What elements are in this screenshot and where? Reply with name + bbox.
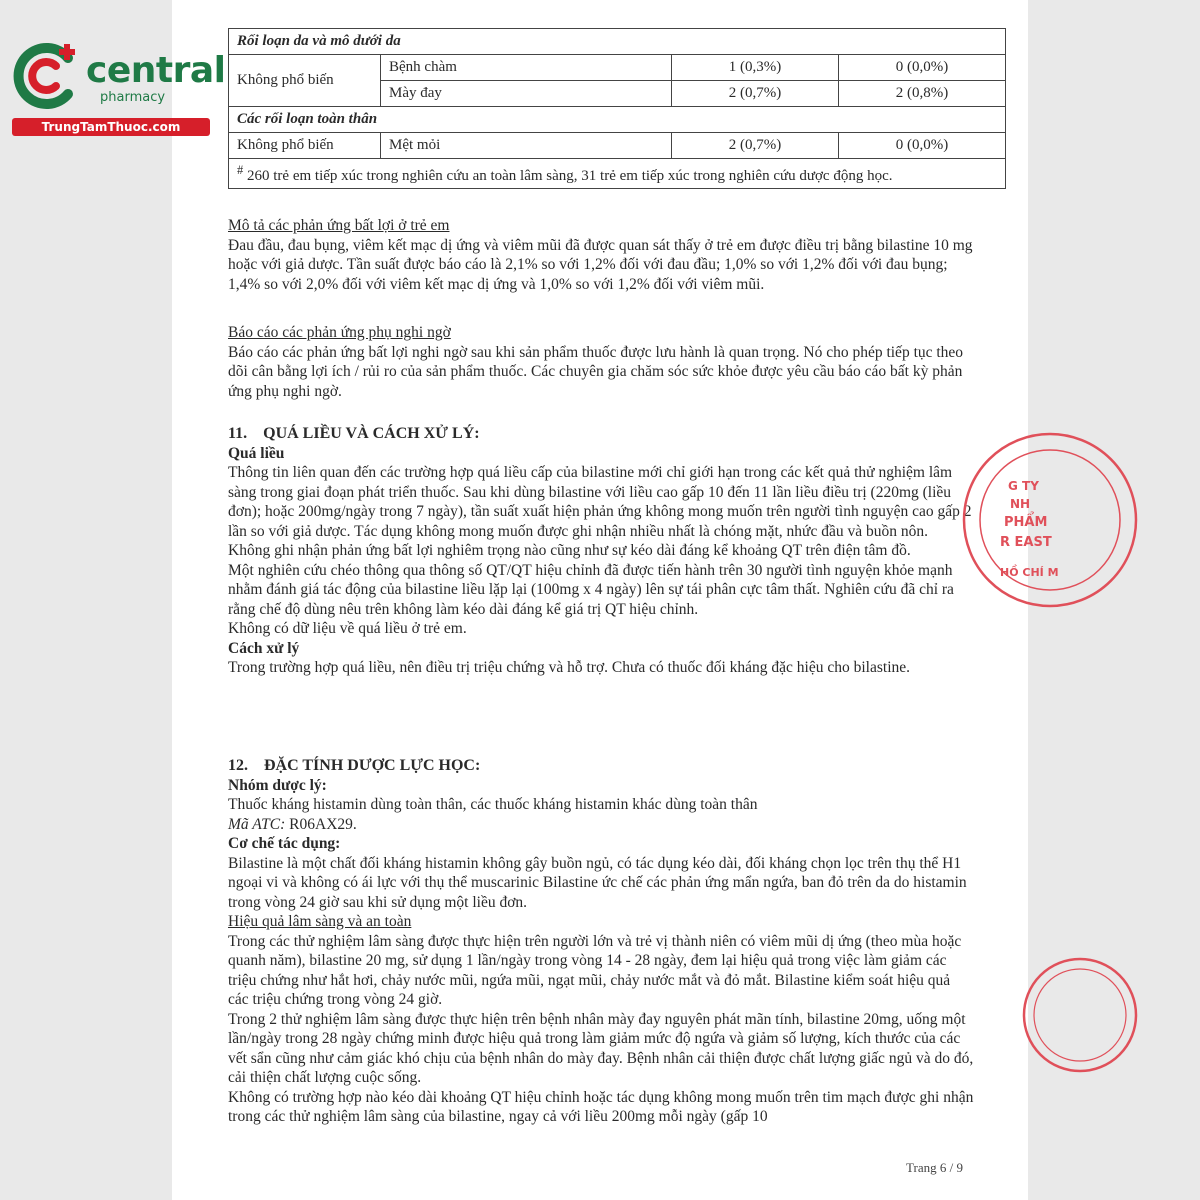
section-general: Các rối loạn toàn thân	[229, 107, 1006, 133]
value-cell: 0 (0,0%)	[839, 55, 1006, 81]
adverse-event-cell: Mày đay	[381, 81, 672, 107]
overdose-paragraph-3: Không có dữ liệu về quá liều ở trẻ em.	[228, 620, 467, 637]
report-paragraph: Báo cáo các phản ứng bất lợi nghi ngờ sau khi sản phẩm thuốc được lưu hành là quan trọng. Nó cho phép tiếp tục theo dõi cân bằng lợi ích / rủi ro của sản phẩm thuốc. Các chuyên gia chăm sóc sức khỏe được yêu cầu báo cáo bất kỳ phản ứng phụ nghi ngờ.	[228, 343, 964, 400]
page-number: Trang 6 / 9	[906, 1160, 963, 1175]
value-cell: 1 (0,3%)	[672, 55, 839, 81]
table-footnote	[229, 159, 1006, 189]
page-margin-right	[1028, 0, 1200, 1200]
company-stamp	[960, 430, 1059, 610]
frequency-cell: Không phổ biến	[229, 133, 381, 159]
frequency-cell: Không phổ biến	[229, 55, 381, 107]
table-footnote-row	[229, 159, 1006, 189]
section-11	[228, 424, 974, 678]
footnote-text: 260 trẻ em tiếp xúc trong nghiên cứu an toàn lâm sàng, 31 trẻ em tiếp xúc trong nghiên cứu dược động học.	[243, 168, 893, 184]
logo-banner: TrungTamThuoc.com	[12, 118, 210, 136]
stamp-line: HỒ CHÍ M	[1000, 566, 1059, 579]
page-margin-left	[0, 0, 172, 1200]
logo-wordmark: central	[86, 50, 226, 91]
pharmacologic-group-subheading: Nhóm dược lý:	[228, 776, 327, 794]
atc-code	[228, 815, 974, 835]
value-cell: 0 (0,0%)	[839, 133, 1006, 159]
stamp-line: NH	[1010, 497, 1031, 511]
footnote-mark: #	[237, 163, 244, 177]
efficacy-paragraph-2: Trong 2 thử nghiệm lâm sàng được thực hiện trên bệnh nhân mày đay nguyên phát mãn tính, bilastine 20mg, uống một lần/ngày trong 28 ngày chứng minh được hiệu quả trong làm giảm mức độ ngứa và giảm số lượng, kích thước của các vết sẩn cũng như cảm giác khó chịu của bệnh nhân do mày đay. Bệnh nhân cải thiện được chất lượng giấc ngủ và do đó, cải thiện chất lượng cuộc sống.	[228, 1010, 974, 1086]
efficacy-subheading: Hiệu quả lâm sàng và an toàn	[228, 913, 412, 930]
atc-value: R06AX29.	[285, 815, 357, 833]
section-12	[228, 756, 974, 1127]
treatment-paragraph: Trong trường hợp quá liều, nên điều trị triệu chứng và hỗ trợ. Chưa có thuốc đối kháng đặc hiệu cho bilastine.	[228, 659, 910, 676]
adverse-event-cell: Mệt mỏi	[381, 133, 672, 159]
logo-subtitle: pharmacy	[100, 90, 166, 105]
children-paragraph: Đau đầu, đau bụng, viêm kết mạc dị ứng và viêm mũi đã được quan sát thấy ở trẻ em được điều trị bằng bilastine 10 mg hoặc với giả dược. Tần suất được báo cáo là 2,1% so với 1,2% đối với đau đầu; 1,0% so với 1,2% đối với đau bụng; 1,4% so với 2,0% đối với viêm kết mạc dị ứng và 1,0% so với 1,2% đối với viêm mũi.	[228, 236, 973, 293]
overdose-paragraph-1: Thông tin liên quan đến các trường hợp quá liều cấp của bilastine mới chỉ giới hạn trong các kết quả thử nghiệm lâm sàng trong giai đoạn phát triển thuốc. Sau khi dùng bilastine với liều cao gấp 10 đến 11 lần liều điều trị (220mg (liều đơn); hoặc 200mg/ngày trong 7 ngày), tần suất xuất hiện phản ứng không mong muốn trên người tình nguyện cao gấp 2 lần so với giả dược. Tác dụng không mong muốn được ghi nhận nhiều nhất là chóng mặt, nhức đầu và buồn nôn. Không ghi nhận phản ứng bất lợi nghiêm trọng nào cũng như sự kéo dài đáng kể khoảng QT trên điện tâm đồ.	[228, 464, 972, 559]
stamp-line: PHẨM	[1004, 515, 1048, 530]
treatment-subheading: Cách xử lý	[228, 639, 300, 657]
report-heading: Báo cáo các phản ứng phụ nghi ngờ	[228, 324, 451, 341]
value-cell: 2 (0,7%)	[672, 81, 839, 107]
mechanism-paragraph: Bilastine là một chất đối kháng histamin không gây buồn ngủ, có tác dụng kéo dài, đối kháng chọn lọc trên thụ thể H1 ngoại vi và không có ái lực với thụ thể muscarinic Bilastine ức chế các phản ứng mẩn ngứa, ban đỏ trên da do histamin trong vòng 24 giờ sau khi sử dụng một liều đơn.	[228, 854, 967, 911]
stamp-fragment	[1010, 955, 1040, 1075]
table-section-row	[229, 29, 1006, 55]
section-11-title: 11. QUÁ LIỀU VÀ CÁCH XỬ LÝ:	[228, 425, 480, 442]
section-12-title: 12. ĐẶC TÍNH DƯỢC LỰC HỌC:	[228, 757, 481, 774]
stamp-line: G TY	[1008, 479, 1039, 493]
report-section	[228, 323, 974, 401]
mechanism-subheading: Cơ chế tác dụng:	[228, 835, 341, 852]
table-row	[229, 55, 1006, 81]
adverse-events-table	[228, 28, 1006, 189]
efficacy-paragraph-1: Trong các thử nghiệm lâm sàng được thực hiện trên người lớn và trẻ vị thành niên có viêm mũi dị ứng (theo mùa hoặc quanh năm), bilastine 20 mg, sử dụng 1 lần/ngày trong vòng 14 - 28 ngày, đem lại hiệu quả trong việc làm giảm các triệu chứng như hắt hơi, chảy nước mũi, ngứa mũi, ngạt mũi, chảy nước mắt và đỏ mắt. Bilastine kiểm soát hiệu quả các triệu chứng trong vòng 24 giờ.	[228, 932, 962, 1008]
stamp-line: R EAST	[1000, 535, 1052, 550]
logo-c-icon	[10, 40, 82, 112]
adverse-event-cell: Bệnh chàm	[381, 55, 672, 81]
children-heading: Mô tả các phản ứng bất lợi ở trẻ em	[228, 217, 450, 234]
efficacy-paragraph-3: Không có trường hợp nào kéo dài khoảng QT hiệu chỉnh hoặc tác dụng không mong muốn trên tim mạch được ghi nhận trong các thử nghiệm lâm sàng của bilastine, ngay cả với liều 200mg mỗi ngày (gấp 10	[228, 1088, 974, 1125]
table-row	[229, 133, 1006, 159]
table-section-row	[229, 107, 1006, 133]
overdose-paragraph-2: Một nghiên cứu chéo thông qua thông số QT/QT hiệu chỉnh đã được tiến hành trên 30 người tình nguyện khỏe mạnh nhằm đánh giá tác động của bilastine liều lặp lại (100mg x 4 ngày) lên sự tái phân cực tâm thất. Nghiên cứu đã chỉ ra rằng chế độ dùng nêu trên không làm kéo dài đáng kể giá trị QT hiệu chỉnh.	[228, 561, 954, 618]
value-cell: 2 (0,8%)	[839, 81, 1006, 107]
overdose-subheading: Quá liều	[228, 444, 285, 462]
value-cell: 2 (0,7%)	[672, 133, 839, 159]
pharmacologic-group-text: Thuốc kháng histamin dùng toàn thân, các thuốc kháng histamin khác dùng toàn thân	[228, 796, 758, 813]
children-section	[228, 216, 974, 294]
section-skin: Rối loạn da và mô dưới da	[229, 29, 1006, 55]
atc-label: Mã ATC:	[228, 815, 286, 833]
